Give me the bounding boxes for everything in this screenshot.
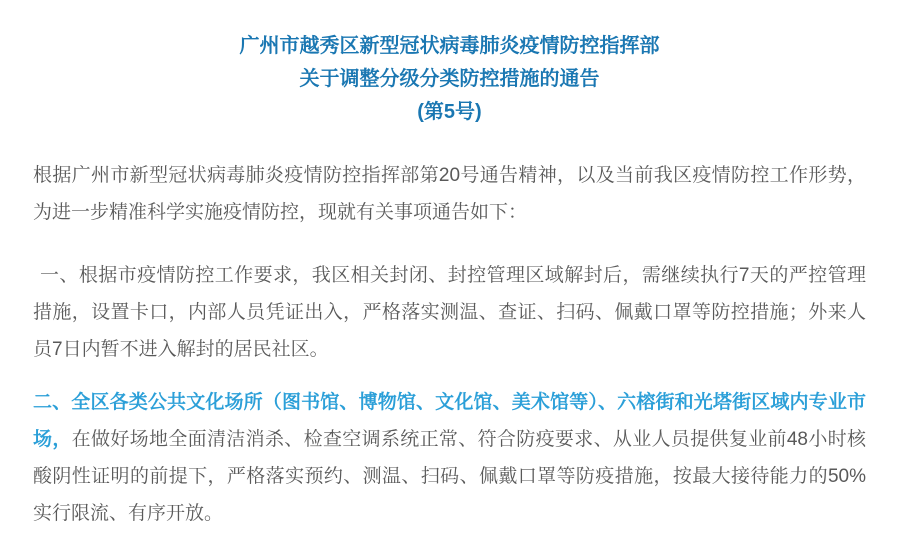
title-line-subject: 关于调整分级分类防控措施的通告 (299, 68, 600, 90)
notice-title (33, 30, 866, 129)
item-2-paragraph (33, 384, 866, 532)
intro-paragraph: 根据广州市新型冠状病毒肺炎疫情防控指挥部第20号通告精神，以及当前我区疫情防控工作形势，为进一步精准科学实施疫情防控，现就有关事项通告如下： (33, 165, 866, 223)
title-line-number: (第5号) (417, 101, 482, 123)
item-2-rest-text: 在做好场地全面清洁消杀、检查空调系统正常、符合防疫要求、从业人员提供复业前48小时核酸阴性证明的前提下，严格落实预约、测温、扫码、佩戴口罩等防疫措施，按最大接待能力的50%实行限流、有序开放。 (33, 429, 866, 524)
item-1-paragraph: 一、根据市疫情防控工作要求，我区相关封闭、封控管理区域解封后，需继续执行7天的严控管理措施，设置卡口，内部人员凭证出入，严格落实测温、查证、扫码、佩戴口罩等防控措施；外来人员7日内暂不进入解封的居民社区。 (33, 265, 866, 360)
item-2-highlight-text: 二、全区各类公共文化场所（图书馆、博物馆、文化馆、美术馆等）、六榕街和光塔街区域内专业市场， (33, 392, 866, 450)
title-line-issuer: 广州市越秀区新型冠状病毒肺炎疫情防控指挥部 (239, 35, 660, 57)
